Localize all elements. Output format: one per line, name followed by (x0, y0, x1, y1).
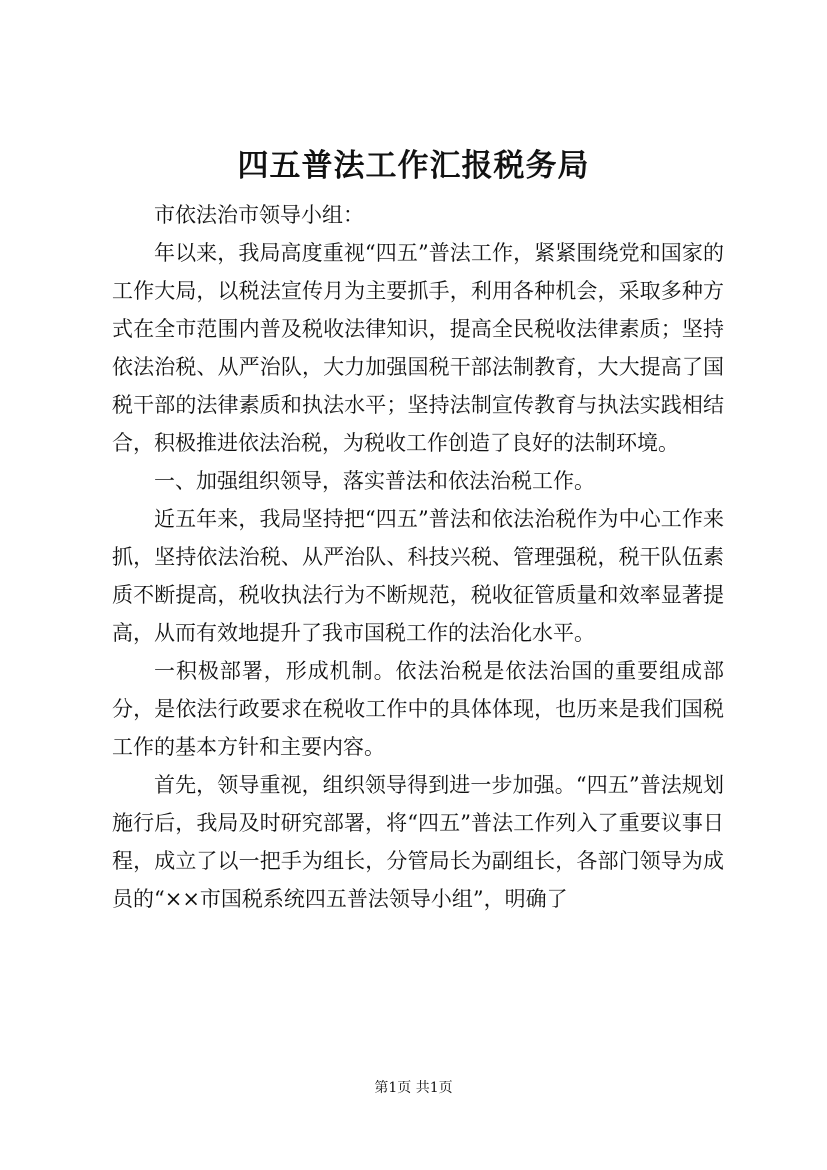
salutation-paragraph: 市依法治市领导小组： (154, 203, 364, 227)
page-footer (0, 1078, 827, 1098)
body-paragraph: 年以来，我局高度重视“四五”普法工作，紧紧围绕党和国家的工作大局，以税法宣传月为主要抓手，利用各种机会，采取多种方式在全市范围内普及税收法律知识，提高全民税收法律素质；坚持依法治税、从严治队，大力加强国税干部法制教育，大大提高了国税干部的法律素质和执法水平；坚持法制宣传教育与执法实践相结合，积极推进依法治税，为税收工作创造了良好的法制环境。 (112, 241, 724, 455)
body-paragraph: 一积极部署，形成机制。依法治税是依法治国的重要组成部分，是依法行政要求在税收工作中的具体体现，也历来是我们国税工作的基本方针和主要内容。 (112, 659, 724, 759)
section-heading-paragraph: 一、加强组织领导，落实普法和依法治税工作。 (154, 469, 595, 493)
body-paragraph: 近五年来，我局坚持把“四五”普法和依法治税作为中心工作来抓，坚持依法治税、从严治队、科技兴税、管理强税，税干队伍素质不断提高，税收执法行为不断规范，税收征管质量和效率显著提高，从而有效地提升了我市国税工作的法治化水平。 (112, 507, 724, 645)
page-number: 第1页 共1页 (374, 1080, 453, 1096)
document-body (112, 196, 724, 918)
body-paragraph: 首先，领导重视，组织领导得到进一步加强。“四五”普法规划施行后，我局及时研究部署，将“四五”普法工作列入了重要议事日程，成立了以一把手为组长，分管局长为副组长，各部门领导为成员的“××市国税系统四五普法领导小组”，明确了 (112, 773, 724, 911)
document-title: 四五普法工作汇报税务局 (237, 148, 590, 184)
